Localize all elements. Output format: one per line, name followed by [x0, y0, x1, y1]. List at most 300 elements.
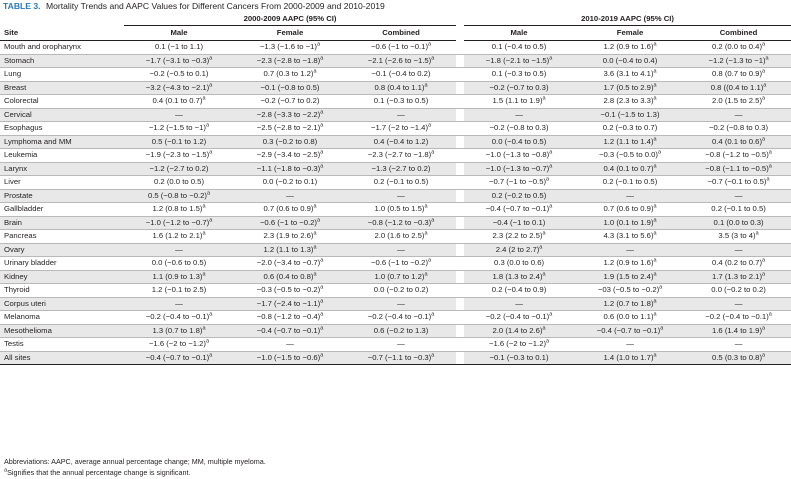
- cell-combined-2000: [346, 176, 456, 190]
- cell-value: −0.4 (−0.7 to −0.1): [485, 204, 550, 214]
- cell-value: −1.1 (−1.8 to −0.3): [256, 163, 321, 173]
- cell-value: 1.4 (1.0 to 1.7): [603, 352, 654, 362]
- cell-combined-2010: [686, 41, 791, 55]
- cell-value: 0.7 (0.6 to 0.9): [603, 204, 654, 214]
- cell-value: 0.1 (−0.4 to 0.5): [491, 42, 547, 52]
- cell-value: −3.2 (−4.3 to −2.1): [145, 82, 210, 92]
- significance-marker: a: [428, 122, 432, 129]
- significance-marker: a: [549, 203, 553, 210]
- significance-marker: a: [206, 190, 211, 197]
- table-row: [0, 108, 791, 122]
- cell-value: 0.7 (0.6 to 0.9): [263, 204, 314, 214]
- cell-value: 0.5 (−0.1 to 1.2): [151, 136, 207, 146]
- cell-female-2000: [234, 122, 346, 136]
- cell-male-2000: [124, 324, 234, 338]
- cell-male-2010: [464, 149, 574, 163]
- cell-combined-2010: [686, 95, 791, 109]
- cell-site: Esophagus: [0, 122, 124, 136]
- cell-value: 2.4 (2 to 2.7): [495, 244, 540, 254]
- cell-site: Cervical: [0, 108, 124, 122]
- cell-site: Breast: [0, 81, 124, 95]
- significance-marker: a: [546, 338, 550, 345]
- significance-marker: a: [762, 352, 766, 359]
- column-gap: [456, 243, 464, 257]
- header-combined-2010: Combined: [686, 26, 791, 41]
- significance-marker: a: [320, 55, 324, 62]
- cell-male-2010: [464, 176, 574, 190]
- cell-female-2000: [234, 216, 346, 230]
- significance-marker: a: [209, 149, 213, 156]
- table-row: [0, 270, 791, 284]
- cell-combined-2010: [686, 135, 791, 149]
- cell-male-2000: [124, 311, 234, 325]
- cell-combined-2010: [686, 189, 791, 203]
- significance-marker: a: [762, 325, 766, 332]
- cell-male-2010: [464, 41, 574, 55]
- cell-site: Lung: [0, 68, 124, 82]
- cell-value: −0.7 (−1.1 to −0.3): [367, 352, 432, 362]
- cell-value: 1.6 (1.2 to 2.1): [152, 231, 203, 241]
- cell-value: −2.1 (−2.6 to −1.5): [367, 55, 432, 65]
- table-row: [0, 216, 791, 230]
- cell-value: —: [286, 339, 294, 349]
- cell-site: Pancreas: [0, 230, 124, 244]
- cell-female-2000: [234, 176, 346, 190]
- cell-male-2010: [464, 68, 574, 82]
- cell-female-2010: [574, 257, 686, 271]
- cell-combined-2000: [346, 54, 456, 68]
- cell-value: —: [626, 190, 634, 200]
- cell-female-2010: [574, 297, 686, 311]
- significance-marker: a: [768, 149, 772, 156]
- cell-site: Testis: [0, 338, 124, 352]
- cell-value: −1.8 (−2.1 to −1.5): [485, 55, 550, 65]
- significance-marker: a: [424, 230, 428, 237]
- significance-marker: a: [202, 203, 206, 210]
- cell-male-2000: [124, 216, 234, 230]
- cell-male-2010: [464, 203, 574, 217]
- significance-marker: a: [542, 271, 546, 278]
- cell-value: −0.8 (−1.2 to −0.3): [367, 217, 432, 227]
- header-male-2000: Male: [124, 26, 234, 41]
- cell-value: −1.2 (−1.5 to −1): [148, 123, 206, 133]
- significance-marker: a: [320, 149, 324, 156]
- significance-marker: a: [209, 217, 213, 224]
- cell-combined-2000: [346, 149, 456, 163]
- significance-marker: a: [653, 41, 657, 48]
- cell-value: —: [626, 339, 634, 349]
- cell-male-2010: [464, 81, 574, 95]
- cell-value: —: [626, 244, 634, 254]
- significance-marker: a: [431, 55, 435, 62]
- cell-male-2000: [124, 297, 234, 311]
- column-gap: [456, 135, 464, 149]
- cell-value: 0.2 (−0.2 to 0.5): [491, 190, 547, 200]
- significance-marker: a: [209, 82, 213, 89]
- table-row: [0, 284, 791, 298]
- cell-value: 0.6 (−0.2 to 1.3): [373, 325, 429, 335]
- cell-value: −0.4 (−0.7 to −0.1): [596, 325, 661, 335]
- column-gap: [456, 324, 464, 338]
- cell-value: 0.2 (0.0 to 0.4): [712, 42, 763, 52]
- cell-site: Gallbladder: [0, 203, 124, 217]
- cell-combined-2000: [346, 81, 456, 95]
- significance-marker: a: [317, 41, 321, 48]
- cell-combined-2000: [346, 311, 456, 325]
- cell-value: —: [734, 109, 743, 119]
- cell-female-2000: [234, 81, 346, 95]
- cell-value: 2.0 (1.5 to 2.5): [712, 96, 763, 106]
- cell-value: 4.3 (3.1 to 5.6): [603, 231, 654, 241]
- significance-marker: a: [320, 352, 324, 359]
- cell-value: 0.1 (−0.3 to 0.5): [373, 96, 429, 106]
- cell-site: Brain: [0, 216, 124, 230]
- cell-male-2010: [464, 122, 574, 136]
- column-gap: [456, 257, 464, 271]
- cell-value: −0.1 (−0.4 to 0.2): [371, 69, 431, 79]
- cell-value: 0.0 (−0.2 to 0.2): [711, 285, 766, 295]
- cell-value: −0.2 (−0.4 to −0.1): [705, 312, 769, 322]
- significance-marker: a: [202, 95, 206, 102]
- cell-value: 1.9 (1.5 to 2.4): [603, 271, 654, 281]
- cell-value: −0.8 (−1.1 to −0.5): [705, 163, 769, 173]
- significance-marker: a: [202, 271, 206, 278]
- column-gap: [456, 297, 464, 311]
- cell-male-2010: [464, 311, 574, 325]
- cell-value: −1.0 (−1.2 to −0.7): [145, 217, 210, 227]
- cell-value: −0.6 (−1 to −0.2): [259, 217, 317, 227]
- cell-female-2000: [234, 297, 346, 311]
- column-gap: [456, 95, 464, 109]
- cell-female-2000: [234, 338, 346, 352]
- cell-value: —: [286, 190, 294, 200]
- cell-value: −0.1 (−1.5 to 1.3): [600, 109, 660, 119]
- cell-value: 1.2 (0.9 to 1.6): [603, 42, 654, 52]
- column-header-row: [0, 26, 791, 41]
- significance-marker: a: [431, 352, 435, 359]
- cell-male-2000: [124, 203, 234, 217]
- cell-value: −1.7 (−3.1 to −0.3): [145, 55, 210, 65]
- cell-female-2000: [234, 270, 346, 284]
- cell-combined-2000: [346, 216, 456, 230]
- cell-value: 2.0 (1.4 to 2.6): [492, 325, 543, 335]
- cell-value: 1.2 (0.8 to 1.5): [152, 204, 203, 214]
- significance-marker: a: [320, 284, 324, 291]
- cell-value: 0.1 (−0.3 to 0.5): [491, 69, 547, 79]
- cell-combined-2000: [346, 351, 456, 365]
- cell-site: Melanoma: [0, 311, 124, 325]
- significance-marker: a: [313, 271, 317, 278]
- cell-combined-2000: [346, 284, 456, 298]
- cell-value: 1.2 (0.9 to 1.6): [603, 258, 654, 268]
- cell-female-2000: [234, 108, 346, 122]
- cell-male-2000: [124, 257, 234, 271]
- cell-combined-2010: [686, 108, 791, 122]
- cell-site: All sites: [0, 351, 124, 365]
- cell-value: −1.9 (−2.3 to −1.5): [145, 150, 210, 160]
- column-gap: [456, 54, 464, 68]
- cell-value: 0.4 (−0.4 to 1.2): [373, 136, 429, 146]
- significance-marker: a: [549, 149, 553, 156]
- significance-marker: a: [320, 325, 324, 332]
- cell-value: −2.3 (−2.7 to −1.8): [367, 150, 432, 160]
- cell-combined-2010: [686, 203, 791, 217]
- table-row: [0, 95, 791, 109]
- significance-marker: a: [549, 163, 553, 170]
- cell-combined-2000: [346, 270, 456, 284]
- significance-marker: a: [431, 311, 435, 318]
- cell-female-2010: [574, 162, 686, 176]
- cell-site: Lymphoma and MM: [0, 135, 124, 149]
- significance-marker: a: [653, 298, 657, 305]
- significance-marker: a: [653, 217, 657, 224]
- significance-marker: a: [206, 122, 210, 129]
- cell-value: −1.0 (−1.3 to −0.8): [485, 150, 550, 160]
- cell-female-2000: [234, 54, 346, 68]
- cell-value: 1.0 (0.5 to 1.5): [374, 204, 425, 214]
- cell-combined-2000: [346, 95, 456, 109]
- cell-site: Corpus uteri: [0, 297, 124, 311]
- cell-female-2010: [574, 311, 686, 325]
- header-female-2010: Female: [574, 26, 686, 41]
- column-gap: [456, 122, 464, 136]
- cell-combined-2010: [686, 324, 791, 338]
- cell-combined-2000: [346, 68, 456, 82]
- cell-male-2010: [464, 297, 574, 311]
- cell-value: 0.0 (−0.6 to 0.5): [151, 258, 207, 268]
- cell-value: −0.1 (−0.3 to 0.1): [489, 352, 549, 362]
- cell-male-2000: [124, 135, 234, 149]
- cell-value: —: [397, 298, 405, 308]
- significance-marker: a: [660, 325, 664, 332]
- significance-marker: a: [653, 163, 657, 170]
- cell-combined-2000: [346, 41, 456, 55]
- cell-male-2000: [124, 95, 234, 109]
- significance-marker: a: [653, 352, 657, 359]
- cell-value: 1.2 (1.1 to 1.4): [603, 136, 654, 146]
- cell-male-2000: [124, 108, 234, 122]
- significance-marker: a: [653, 230, 657, 237]
- cell-value: −1.3 (−1.6 to −1): [259, 42, 317, 52]
- cell-site: Mouth and oropharynx: [0, 41, 124, 55]
- cell-female-2010: [574, 41, 686, 55]
- cell-site: Larynx: [0, 162, 124, 176]
- cell-value: −0.2 (−0.8 to 0.3): [489, 123, 549, 133]
- cell-male-2010: [464, 189, 574, 203]
- significance-marker: a: [549, 55, 553, 62]
- column-gap: [456, 189, 464, 203]
- cell-value: —: [397, 339, 405, 349]
- cell-female-2000: [234, 189, 346, 203]
- significance-marker: a: [320, 298, 324, 305]
- cell-value: 0.8 ((0.4 to 1.1): [710, 82, 764, 92]
- significance-marker: a: [424, 203, 428, 210]
- cell-female-2010: [574, 149, 686, 163]
- cell-female-2000: [234, 284, 346, 298]
- significance-marker: a: [428, 41, 432, 48]
- table-row: [0, 149, 791, 163]
- table-row: [0, 41, 791, 55]
- cell-value: −0.2 (−0.4 to −0.1): [367, 312, 432, 322]
- cell-male-2010: [464, 216, 574, 230]
- cell-male-2000: [124, 230, 234, 244]
- cell-value: −0.3 (−0.5 to −0.2): [256, 285, 321, 295]
- significance-marker: a: [424, 271, 428, 278]
- cell-value: 0.3 (0.0 to 0.6): [494, 258, 545, 268]
- significance-marker: a: [313, 230, 317, 237]
- cell-value: −1.0 (−1.5 to −0.6): [256, 352, 321, 362]
- cell-combined-2010: [686, 284, 791, 298]
- cell-value: —: [175, 109, 183, 119]
- cell-combined-2000: [346, 122, 456, 136]
- column-gap: [456, 270, 464, 284]
- significance-marker: a: [653, 82, 657, 89]
- cell-value: 2.8 (2.3 to 3.3): [603, 96, 654, 106]
- cell-combined-2000: [346, 257, 456, 271]
- cell-value: —: [515, 298, 523, 308]
- cell-value: 0.0 (−0.4 to 0.4): [602, 55, 658, 65]
- cell-male-2010: [464, 95, 574, 109]
- cell-value: 1.7 (0.5 to 2.9): [603, 82, 654, 92]
- cell-value: −1.2 (−1.3 to −1): [708, 55, 766, 65]
- cell-value: −0.7 (−1 to −0.5): [488, 177, 547, 187]
- cell-female-2000: [234, 95, 346, 109]
- cell-male-2000: [124, 351, 234, 365]
- significance-marker: a: [209, 311, 213, 318]
- cell-female-2010: [574, 135, 686, 149]
- cell-combined-2010: [686, 338, 791, 352]
- cell-combined-2010: [686, 122, 791, 136]
- cell-value: 1.2 (0.7 to 1.8): [603, 298, 654, 308]
- table-row: [0, 338, 791, 352]
- cell-value: −1.6 (−2 to −1.2): [148, 339, 206, 349]
- cell-female-2000: [234, 41, 346, 55]
- cell-male-2000: [124, 284, 234, 298]
- cell-female-2000: [234, 203, 346, 217]
- column-gap: [456, 203, 464, 217]
- cell-value: 2.3 (2.2 to 2.5): [492, 231, 543, 241]
- cell-combined-2010: [686, 257, 791, 271]
- cell-value: 0.5 (−0.8 to −0.2): [147, 190, 207, 200]
- significance-marker: a: [313, 68, 317, 75]
- cell-value: −0.2 (−0.4 to −0.1): [485, 312, 550, 322]
- cell-female-2010: [574, 95, 686, 109]
- cell-value: 3.6 (3.1 to 4.1): [603, 69, 654, 79]
- cell-combined-2010: [686, 270, 791, 284]
- cell-male-2000: [124, 54, 234, 68]
- cell-male-2010: [464, 270, 574, 284]
- cell-female-2010: [574, 324, 686, 338]
- table-body: [0, 41, 791, 365]
- table-number: TABLE 3.: [3, 1, 41, 11]
- cell-male-2000: [124, 149, 234, 163]
- table-caption: Mortality Trends and AAPC Values for Different Cancers From 2000-2009 and 2010-2019: [45, 1, 385, 11]
- column-gap: [456, 176, 464, 190]
- cell-female-2010: [574, 351, 686, 365]
- significance-marker: a: [320, 122, 324, 129]
- cell-combined-2000: [346, 243, 456, 257]
- cell-value: 0.2 (−0.1 to 0.5): [373, 177, 429, 187]
- cell-female-2000: [234, 351, 346, 365]
- cell-male-2000: [124, 68, 234, 82]
- cell-male-2010: [464, 230, 574, 244]
- cell-value: 1.2 (−0.1 to 2.5): [151, 285, 207, 295]
- cell-site: Stomach: [0, 54, 124, 68]
- cell-value: −2.3 (−2.8 to −1.8): [256, 55, 321, 65]
- cell-value: 3.5 (3 to 4): [718, 231, 756, 241]
- significance-marker: a: [542, 325, 546, 332]
- column-gap: [456, 81, 464, 95]
- table-footnotes: [4, 456, 784, 478]
- cell-combined-2010: [686, 68, 791, 82]
- cell-male-2010: [464, 243, 574, 257]
- cell-value: 0.4 (0.2 to 0.7): [712, 258, 763, 268]
- cell-value: −0.4 (−1 to 0.1): [492, 217, 546, 227]
- cell-site: Liver: [0, 176, 124, 190]
- column-gap: [456, 311, 464, 325]
- cell-value: —: [734, 339, 743, 349]
- significance-marker: a: [762, 271, 766, 278]
- cell-female-2010: [574, 122, 686, 136]
- cell-combined-2010: [686, 297, 791, 311]
- cell-value: −1.3 (−2.7 to 0.2): [371, 163, 431, 173]
- table-row: [0, 122, 791, 136]
- cell-female-2000: [234, 243, 346, 257]
- cell-value: −0.2 (−0.7 to 0.3): [489, 82, 549, 92]
- cell-combined-2000: [346, 189, 456, 203]
- cell-combined-2000: [346, 135, 456, 149]
- cell-combined-2010: [686, 230, 791, 244]
- significance-marker: a: [202, 230, 206, 237]
- cell-value: —: [175, 244, 183, 254]
- group-header-row: [0, 12, 791, 26]
- cell-female-2010: [574, 189, 686, 203]
- significance-marker: a: [653, 68, 657, 75]
- cell-female-2000: [234, 257, 346, 271]
- cell-female-2010: [574, 176, 686, 190]
- cell-combined-2010: [686, 54, 791, 68]
- table-title: [3, 0, 385, 12]
- cell-value: −03 (−0.5 to −0.2): [597, 285, 660, 295]
- cell-female-2010: [574, 68, 686, 82]
- significance-marker: a: [320, 311, 324, 318]
- cell-value: 1.5 (1.1 to 1.9): [492, 96, 543, 106]
- table-row: [0, 351, 791, 365]
- cell-value: —: [734, 244, 743, 254]
- significance-marker: a: [653, 257, 657, 264]
- cell-female-2010: [574, 108, 686, 122]
- cell-female-2010: [574, 270, 686, 284]
- cell-male-2000: [124, 162, 234, 176]
- cell-site: Kidney: [0, 270, 124, 284]
- cell-value: 0.2 (−0.1 to 0.5): [711, 204, 766, 214]
- cell-combined-2010: [686, 216, 791, 230]
- cell-value: 1.0 (0.1 to 1.9): [603, 217, 654, 227]
- cell-value: —: [397, 190, 405, 200]
- cell-combined-2000: [346, 162, 456, 176]
- column-gap: [456, 230, 464, 244]
- cell-value: 0.4 (0.1 to 0.6): [712, 136, 763, 146]
- cell-value: 0.2 (0.0 to 0.5): [154, 177, 204, 187]
- column-gap: [456, 216, 464, 230]
- cell-value: 2.0 (1.6 to 2.5): [374, 231, 425, 241]
- significance-marker: a: [209, 55, 213, 62]
- column-gap: [456, 41, 464, 55]
- cell-value: −2.9 (−3.4 to −2.5): [256, 150, 321, 160]
- cell-value: 2.3 (1.9 to 2.6): [263, 231, 314, 241]
- significance-marker: a: [765, 55, 769, 62]
- cell-female-2010: [574, 203, 686, 217]
